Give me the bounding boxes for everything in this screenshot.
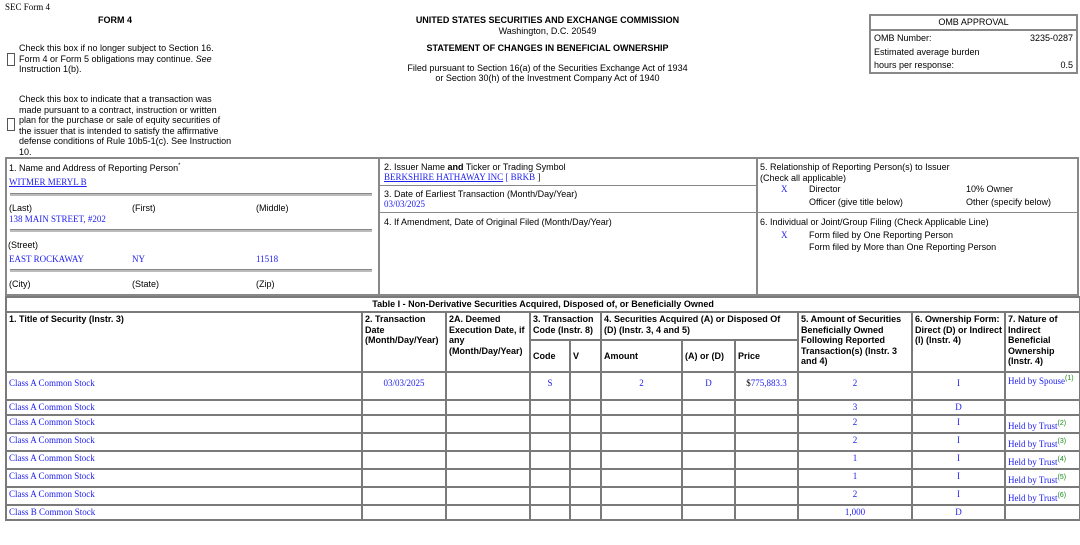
cell-owned [798,433,912,451]
price-symbol: $ [746,378,751,388]
header [380,15,715,84]
footnote-ref[interactable]: (4) [1057,456,1067,463]
cell-owned [798,415,912,433]
price-value: 775,883.3 [750,378,787,388]
cell-nature [1005,415,1080,433]
cell-date [362,372,446,400]
nature-value: Held by Trust [1008,493,1058,503]
box2-label-a: 2. Issuer Name [384,162,448,172]
form-value: I [957,435,960,445]
state-value: NY [132,254,145,264]
doc-label: SEC Form 4 [5,2,51,12]
nature-value: Held by Trust [1008,457,1058,467]
title-value[interactable]: Class A Common Stock [9,489,95,499]
table-row [6,505,1080,520]
divider [380,212,1078,213]
owner10-label: 10% Owner [966,184,1014,194]
cell-v [570,451,601,469]
cell-date [362,415,446,433]
cell-title [6,451,362,469]
table-row [6,372,1080,400]
table-row [6,451,1080,469]
title-value[interactable]: Class A Common Stock [9,435,95,445]
cell-nature [1005,433,1080,451]
cell-deemed [446,400,530,415]
box1-label [9,163,180,173]
nature-value: Held by Trust [1008,475,1058,485]
box2-label-and: and [447,162,464,172]
box1-label-text: 1. Name and Address of Reporting Person [9,163,179,173]
director-check-mark[interactable]: X [781,184,788,194]
zip-label: (Zip) [256,279,275,289]
aord-header: (A) or (D) [682,340,735,372]
cell-code [530,451,570,469]
cell-v [570,372,601,400]
owned-value: 2 [852,417,858,427]
cell-nature [1005,400,1080,415]
form-value: I [957,378,960,388]
checkbox2-label: Check this box to indicate that a transaction was made pursuant to a contract, instruction or written plan for the purchase or sale of equity securities of the issuer that is intended to satisfy the affirmative defense conditions of Rule 10b5-1(c). See Instruction 10. [19,94,232,157]
cell-owned [798,469,912,487]
cell-code [530,469,570,487]
agency-location: Washington, D.C. 20549 [498,25,597,36]
cell-code [530,400,570,415]
statement-title: STATEMENT OF CHANGES IN BENEFICIAL OWNERSHIP [426,43,669,53]
title-value[interactable]: Class A Common Stock [9,402,95,412]
cell-nature [1005,451,1080,469]
cell-amount [601,451,682,469]
cell-amount [601,505,682,520]
cell-owned [798,400,912,415]
cell-aord [682,433,735,451]
box5-label [760,162,950,183]
cell-form [912,400,1005,415]
cell-nature [1005,372,1080,400]
col-deemed-header: 2A. Deemed Execution Date, if any (Month/Day/Year) [446,312,530,372]
nature-value: Held by Spouse [1008,376,1065,386]
cell-code [530,505,570,520]
cell-deemed [446,415,530,433]
title-value[interactable]: Class A Common Stock [9,378,95,388]
cell-date [362,433,446,451]
box2-label-b: Ticker or Trading Symbol [463,162,566,172]
earliest-transaction-date: 03/03/2025 [384,199,426,209]
amount-header: Amount [601,340,682,372]
omb-burden-label: Estimated average burden [874,46,980,57]
cell-title [6,400,362,415]
form-value: I [957,489,960,499]
more-person-label: Form filed by More than One Reporting Person [809,242,997,252]
city-value: EAST ROCKAWAY [9,254,85,264]
cell-title [6,505,362,520]
cell-amount [601,469,682,487]
box5-label-text: 5. Relationship of Reporting Person(s) to Issuer [760,162,950,172]
box2-label [384,162,566,172]
cell-deemed [446,372,530,400]
cell-form [912,415,1005,433]
col-owned-header: 5. Amount of Securities Beneficially Owned Following Reported Transaction(s) (Instr. 3 and 4) [798,312,912,372]
cell-date [362,451,446,469]
zip-value: 11518 [256,254,279,264]
cell-aord [682,469,735,487]
col-nature-header: 7. Nature of Indirect Beneficial Ownership (Instr. 4) [1005,312,1080,372]
cell-price [735,400,798,415]
cell-price [735,372,798,400]
cell-aord [682,487,735,505]
cell-nature [1005,505,1080,520]
cell-amount [601,400,682,415]
title-value[interactable]: Class A Common Stock [9,417,95,427]
code-value: S [547,378,553,388]
cell-v [570,487,601,505]
issuer-link[interactable]: BERKSHIRE HATHAWAY INC [384,172,504,182]
checkbox1-see: See [195,53,212,64]
omb-hours-label: hours per response: [874,60,955,70]
cell-amount [601,487,682,505]
amount-value: 2 [639,378,644,388]
cell-owned [798,487,912,505]
owned-value: 2 [852,378,858,388]
cell-v [570,400,601,415]
table-1 [5,296,1080,521]
owned-value: 1,000 [844,507,866,517]
officer-label: Officer (give title below) [809,197,903,207]
cell-date [362,487,446,505]
cell-nature [1005,469,1080,487]
form-title: FORM 4 [98,15,133,25]
table-row [6,433,1080,451]
divider [10,269,372,272]
cell-form [912,451,1005,469]
cell-title [6,487,362,505]
asterisk: * [178,163,181,169]
box5-sub: (Check all applicable) [760,172,847,183]
owned-value: 3 [852,402,858,412]
cell-amount [601,433,682,451]
table-row [6,415,1080,433]
cell-aord [682,400,735,415]
city-label: (City) [9,279,31,289]
cell-price [735,415,798,433]
cell-deemed [446,487,530,505]
col-title-header: 1. Title of Security (Instr. 3) [6,312,362,372]
form-value: D [955,402,962,412]
col-form-header: 6. Ownership Form: Direct (D) or Indirect (I) (Instr. 4) [912,312,1005,372]
table-title: Table I - Non-Derivative Securities Acquired, Disposed of, or Beneficially Owned [6,297,1080,312]
omb-number-label: OMB Number: [874,33,932,43]
code-header: Code [530,340,570,372]
last-label: (Last) [9,203,33,213]
one-person-check-mark[interactable]: X [781,230,788,240]
ticker: BRKB [510,172,536,182]
cell-code [530,487,570,505]
cell-date [362,469,446,487]
cell-owned [798,451,912,469]
cell-amount [601,372,682,400]
aord-value: D [705,378,712,388]
filed-pursuant-2: or Section 30(h) of the Investment Company Act of 1940 [435,73,660,83]
cell-code [530,372,570,400]
form-value: I [957,453,960,463]
form-value: D [955,507,962,517]
checkbox1-tail: Instruction 1(b). [19,64,82,74]
reporting-person-link[interactable]: WITMER MERYL B [9,177,87,187]
cell-price [735,505,798,520]
box4-label: 4. If Amendment, Date of Original Filed (Month/Day/Year) [384,217,612,227]
cell-code [530,415,570,433]
cell-price [735,451,798,469]
cell-date [362,400,446,415]
divider [10,229,372,232]
divider [378,158,380,295]
divider [380,185,756,186]
omb-number: 3235-0287 [1029,33,1073,43]
form-value: I [957,417,960,427]
other-label: Other (specify below) [966,197,1052,207]
cell-price [735,469,798,487]
footnote-ref[interactable]: (5) [1057,474,1067,481]
filed-pursuant-1: Filed pursuant to Section 16(a) of the Securities Exchange Act of 1934 [407,62,688,73]
nature-value: Held by Trust [1008,439,1058,449]
cell-v [570,433,601,451]
cell-form [912,505,1005,520]
divider [10,193,372,196]
cell-code [530,433,570,451]
cell-nature [1005,487,1080,505]
cell-owned [798,372,912,400]
cell-form [912,487,1005,505]
cell-deemed [446,505,530,520]
table-row [6,400,1080,415]
col-securities-header: 4. Securities Acquired (A) or Disposed Of (D) (Instr. 3, 4 and 5) [601,312,798,340]
omb-hours: 0.5 [1060,60,1073,70]
table-row [6,487,1080,505]
cell-title [6,415,362,433]
date-value: 03/03/2025 [383,378,425,388]
checkbox1-label [19,43,234,75]
table-row [6,469,1080,487]
col-date-header: 2. Transaction Date (Month/Day/Year) [362,312,446,372]
issuer: BERKSHIRE HATHAWAY INC [ BRKB ] [384,172,541,182]
cell-deemed [446,433,530,451]
cell-price [735,433,798,451]
cell-v [570,505,601,520]
cell-aord [682,505,735,520]
divider [756,158,758,295]
cell-aord [682,415,735,433]
owned-value: 2 [852,489,858,499]
agency-title: UNITED STATES SECURITIES AND EXCHANGE COMMISSION [415,15,680,25]
middle-label: (Middle) [256,203,289,213]
box3-label: 3. Date of Earliest Transaction (Month/Day/Year) [384,189,578,199]
omb-title: OMB APPROVAL [871,16,1076,31]
form-value: I [957,471,960,481]
price-header: Price [735,340,798,372]
cell-price [735,487,798,505]
cell-aord [682,372,735,400]
box6-label: 6. Individual or Joint/Group Filing (Check Applicable Line) [760,217,989,227]
footnote-ref[interactable]: (1) [1065,375,1074,382]
no-longer-subject-checkbox[interactable] [7,53,15,66]
title-value[interactable]: Class B Common Stock [9,507,96,517]
owned-value: 1 [852,471,858,481]
col-code-header: 3. Transaction Code (Instr. 8) [530,312,601,340]
director-label: Director [809,184,841,194]
rule-10b5-1-checkbox[interactable] [7,118,15,131]
v-header: V [570,340,601,372]
cell-form [912,372,1005,400]
nature-value: Held by Trust [1008,421,1058,431]
cell-owned [798,505,912,520]
footnote-ref[interactable]: (2) [1057,420,1067,427]
title-value[interactable]: Class A Common Stock [9,471,95,481]
cell-deemed [446,469,530,487]
street-label: (Street) [8,240,39,250]
cell-v [570,469,601,487]
footnote-ref[interactable]: (3) [1057,438,1067,445]
cell-aord [682,451,735,469]
state-label: (State) [132,279,160,289]
title-value[interactable]: Class A Common Stock [9,453,95,463]
cell-form [912,469,1005,487]
cell-form [912,433,1005,451]
owned-value: 1 [852,453,858,463]
cell-deemed [446,451,530,469]
omb-approval-box [869,14,1078,74]
cell-v [570,415,601,433]
cell-amount [601,415,682,433]
footnote-ref[interactable]: (6) [1057,492,1067,499]
one-person-label: Form filed by One Reporting Person [809,230,954,240]
cell-date [362,505,446,520]
checkbox1-text: Check this box if no longer subject to Section 16. Form 4 or Form 5 obligations may continue. [19,43,214,64]
cell-title [6,433,362,451]
cell-title [6,372,362,400]
owned-value: 2 [852,435,858,445]
cell-title [6,469,362,487]
first-label: (First) [132,203,156,213]
street-value: 138 MAIN STREET, #202 [9,214,106,224]
